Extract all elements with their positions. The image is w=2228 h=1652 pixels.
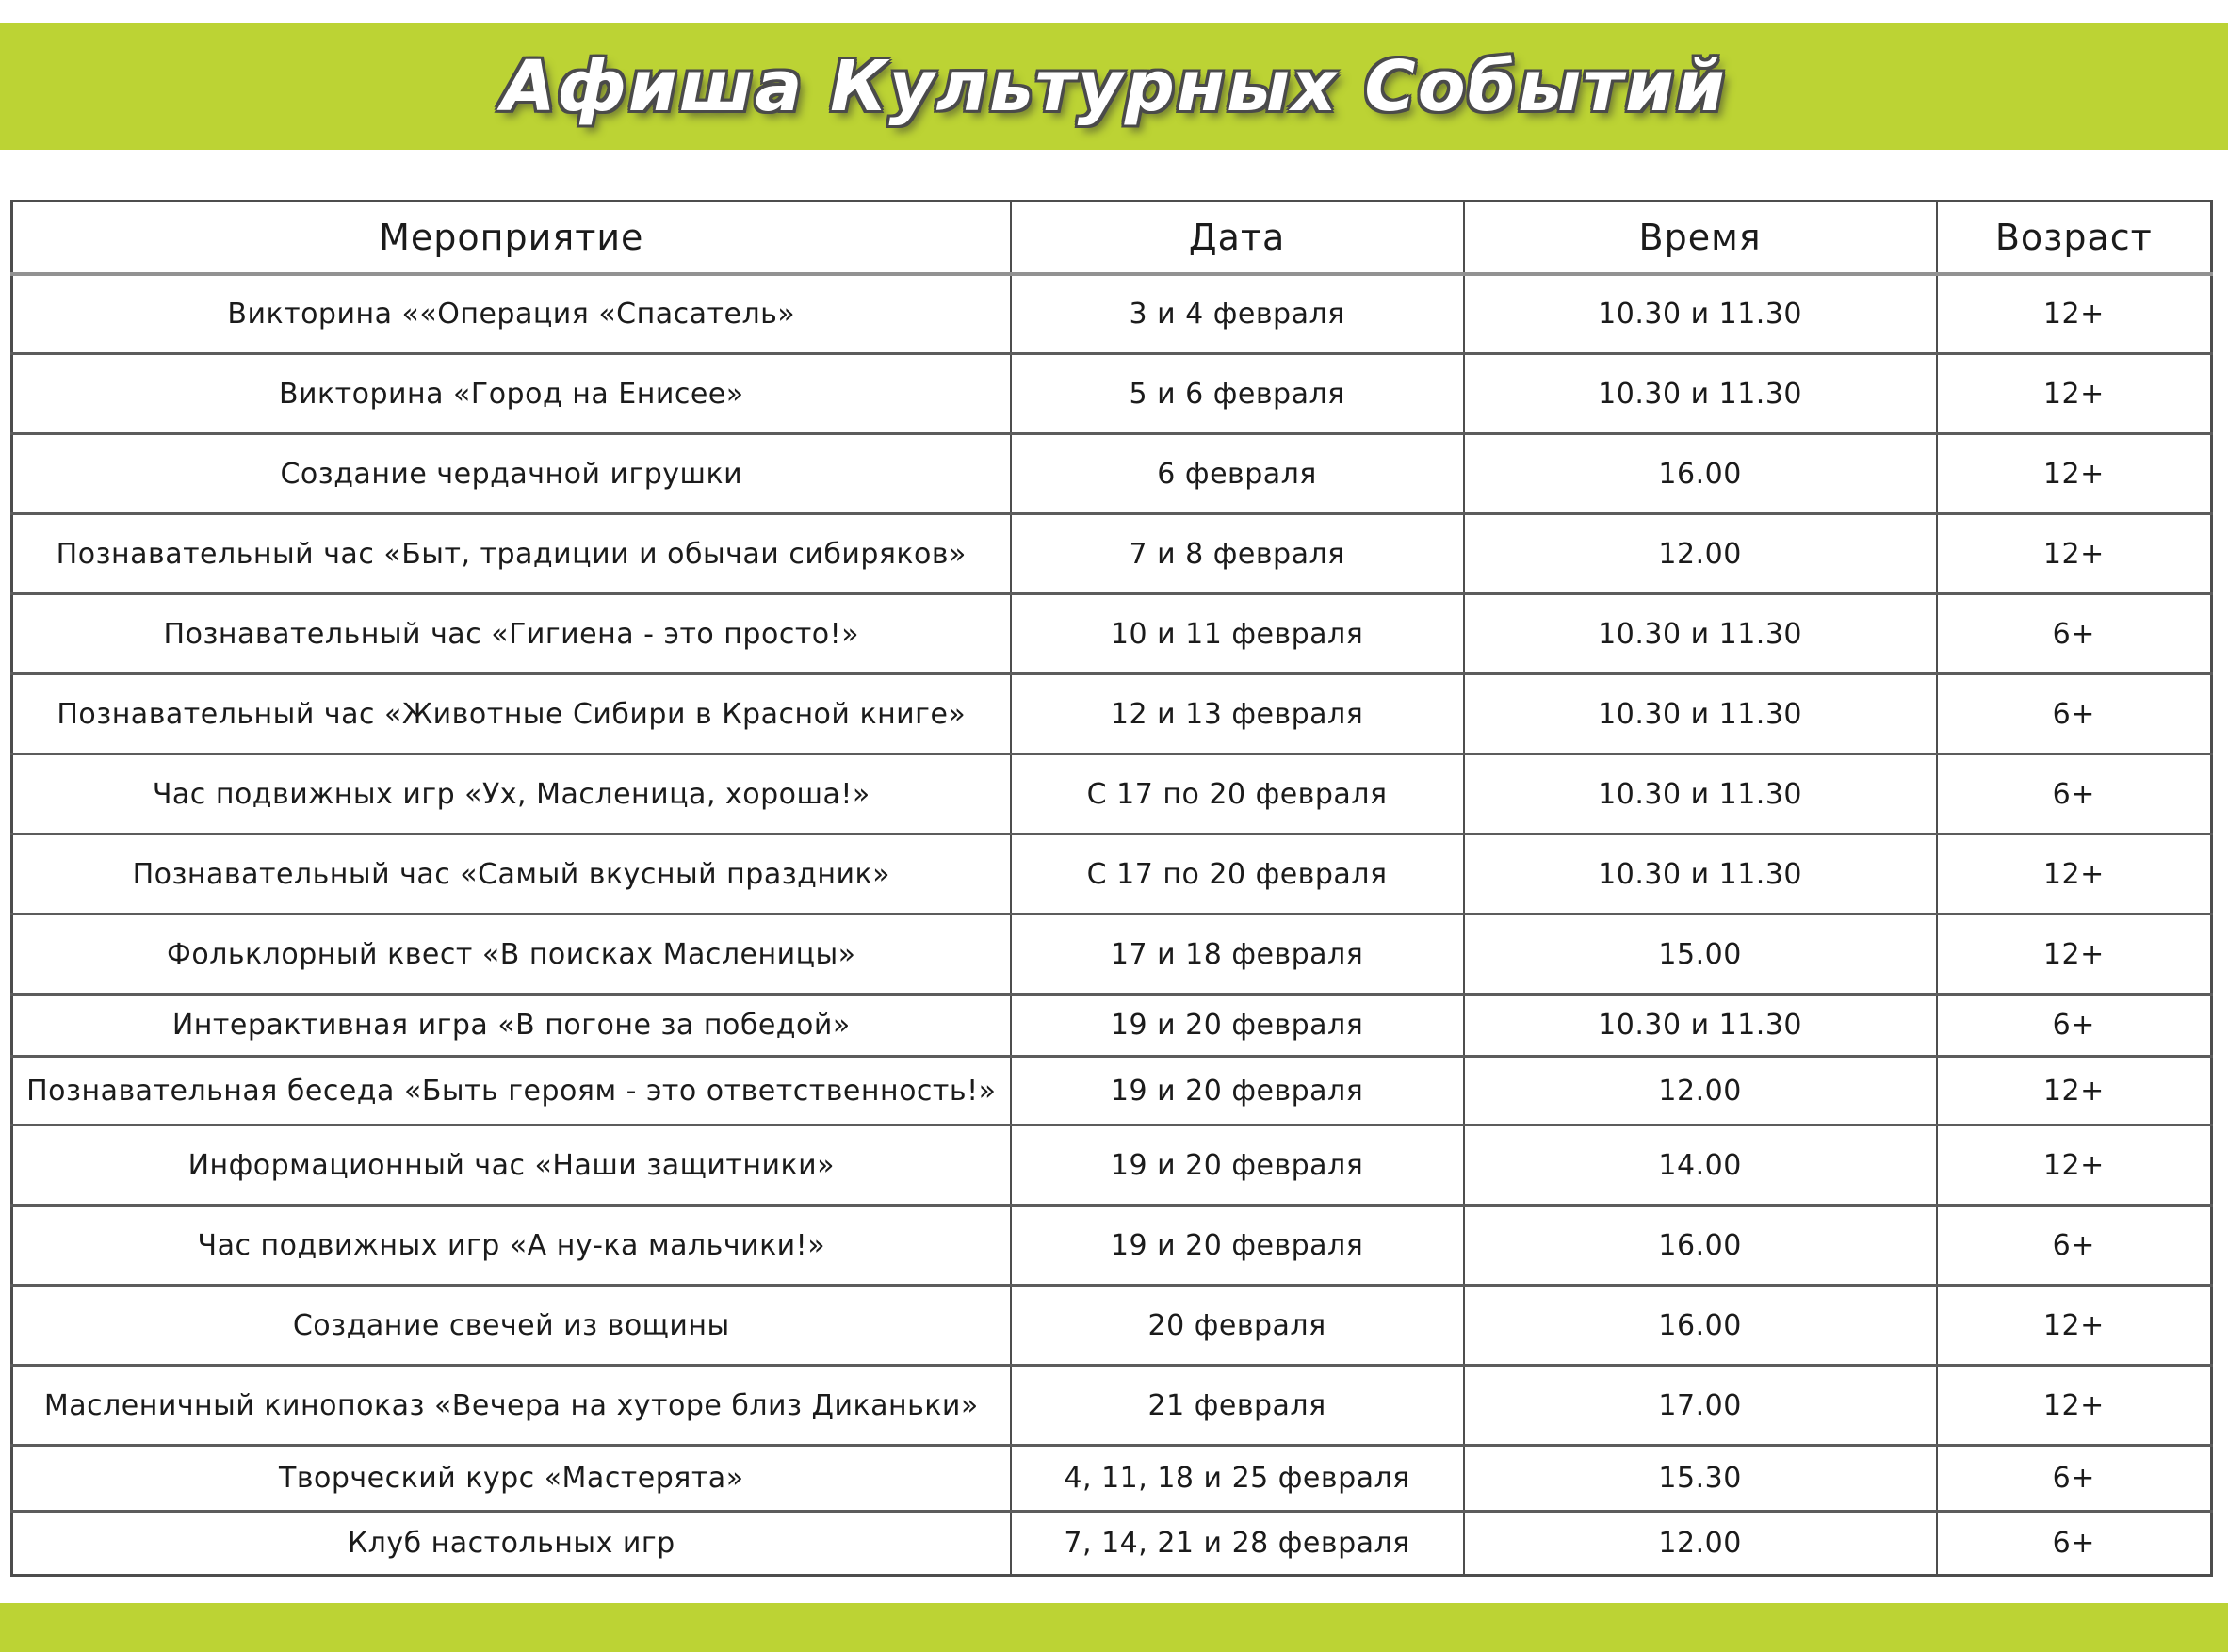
time-cell: 10.30 и 11.30 [1464, 674, 1937, 754]
time-cell: 10.30 и 11.30 [1464, 995, 1937, 1057]
date-cell: С 17 по 20 февраля [1011, 834, 1464, 915]
events-table [10, 200, 2213, 1577]
date-cell: 4, 11, 18 и 25 февраля [1011, 1446, 1464, 1512]
date-cell: 19 и 20 февраля [1011, 1126, 1464, 1206]
event-cell: Час подвижных игр «А ну-ка мальчики!» [12, 1206, 1011, 1286]
table-row [12, 754, 2212, 834]
time-cell: 12.00 [1464, 1512, 1937, 1576]
time-cell: 16.00 [1464, 1286, 1937, 1366]
date-cell: 21 февраля [1011, 1366, 1464, 1446]
date-cell: 7 и 8 февраля [1011, 514, 1464, 594]
event-cell: Масленичный кинопоказ «Вечера на хуторе близ Диканьки» [12, 1366, 1011, 1446]
date-cell: 17 и 18 февраля [1011, 915, 1464, 995]
time-cell: 16.00 [1464, 434, 1937, 514]
time-cell: 10.30 и 11.30 [1464, 354, 1937, 434]
time-cell: 10.30 и 11.30 [1464, 754, 1937, 834]
date-cell: С 17 по 20 февраля [1011, 754, 1464, 834]
table-row [12, 995, 2212, 1057]
table-row [12, 1366, 2212, 1446]
date-cell: 20 февраля [1011, 1286, 1464, 1366]
time-cell: 12.00 [1464, 514, 1937, 594]
date-cell: 19 и 20 февраля [1011, 1057, 1464, 1126]
date-cell: 19 и 20 февраля [1011, 1206, 1464, 1286]
table-row [12, 915, 2212, 995]
age-cell: 12+ [1937, 274, 2212, 354]
title-bar [0, 23, 2228, 150]
table-row [12, 434, 2212, 514]
table-row [12, 674, 2212, 754]
age-cell: 12+ [1937, 434, 2212, 514]
col-header-age: Возраст [1937, 202, 2212, 274]
date-cell: 19 и 20 февраля [1011, 995, 1464, 1057]
table-row [12, 1057, 2212, 1126]
age-cell: 6+ [1937, 594, 2212, 674]
date-cell: 12 и 13 февраля [1011, 674, 1464, 754]
event-cell: Клуб настольных игр [12, 1512, 1011, 1576]
col-header-date: Дата [1011, 202, 1464, 274]
time-cell: 15.00 [1464, 915, 1937, 995]
events-table-body [12, 274, 2212, 1576]
time-cell: 16.00 [1464, 1206, 1937, 1286]
age-cell: 12+ [1937, 915, 2212, 995]
event-cell: Интерактивная игра «В погоне за победой» [12, 995, 1011, 1057]
table-row [12, 1126, 2212, 1206]
bottom-bar [0, 1603, 2228, 1652]
age-cell: 6+ [1937, 1512, 2212, 1576]
age-cell: 12+ [1937, 354, 2212, 434]
time-cell: 10.30 и 11.30 [1464, 594, 1937, 674]
age-cell: 12+ [1937, 514, 2212, 594]
col-header-time: Время [1464, 202, 1937, 274]
age-cell: 12+ [1937, 834, 2212, 915]
table-row [12, 1512, 2212, 1576]
age-cell: 12+ [1937, 1057, 2212, 1126]
event-cell: Викторина «Город на Енисее» [12, 354, 1011, 434]
time-cell: 12.00 [1464, 1057, 1937, 1126]
page-title: Афиша Культурных Событий [501, 45, 1727, 127]
table-row [12, 594, 2212, 674]
date-cell: 6 февраля [1011, 434, 1464, 514]
time-cell: 10.30 и 11.30 [1464, 274, 1937, 354]
event-cell: Викторина ««Операция «Спасатель» [12, 274, 1011, 354]
age-cell: 6+ [1937, 1446, 2212, 1512]
table-row [12, 274, 2212, 354]
event-cell: Фольклорный квест «В поисках Масленицы» [12, 915, 1011, 995]
event-cell: Час подвижных игр «Ух, Масленица, хороша!» [12, 754, 1011, 834]
age-cell: 6+ [1937, 754, 2212, 834]
time-cell: 10.30 и 11.30 [1464, 834, 1937, 915]
time-cell: 14.00 [1464, 1126, 1937, 1206]
event-cell: Познавательный час «Быт, традиции и обычаи сибиряков» [12, 514, 1011, 594]
table-row [12, 1206, 2212, 1286]
event-cell: Создание чердачной игрушки [12, 434, 1011, 514]
col-header-event: Мероприятие [12, 202, 1011, 274]
event-cell: Создание свечей из вощины [12, 1286, 1011, 1366]
table-row [12, 1446, 2212, 1512]
date-cell: 5 и 6 февраля [1011, 354, 1464, 434]
event-cell: Познавательная беседа «Быть героям - это ответственность!» [12, 1057, 1011, 1126]
header-row [12, 202, 2212, 274]
date-cell: 7, 14, 21 и 28 февраля [1011, 1512, 1464, 1576]
event-cell: Познавательный час «Самый вкусный праздник» [12, 834, 1011, 915]
time-cell: 15.30 [1464, 1446, 1937, 1512]
event-cell: Информационный час «Наши защитники» [12, 1126, 1011, 1206]
age-cell: 12+ [1937, 1366, 2212, 1446]
event-cell: Познавательный час «Гигиена - это просто!» [12, 594, 1011, 674]
age-cell: 12+ [1937, 1126, 2212, 1206]
time-cell: 17.00 [1464, 1366, 1937, 1446]
date-cell: 3 и 4 февраля [1011, 274, 1464, 354]
event-cell: Творческий курс «Мастерята» [12, 1446, 1011, 1512]
date-cell: 10 и 11 февраля [1011, 594, 1464, 674]
table-row [12, 834, 2212, 915]
age-cell: 6+ [1937, 1206, 2212, 1286]
table-row [12, 1286, 2212, 1366]
table-row [12, 354, 2212, 434]
table-row [12, 514, 2212, 594]
age-cell: 6+ [1937, 995, 2212, 1057]
event-cell: Познавательный час «Животные Сибири в Красной книге» [12, 674, 1011, 754]
age-cell: 6+ [1937, 674, 2212, 754]
age-cell: 12+ [1937, 1286, 2212, 1366]
